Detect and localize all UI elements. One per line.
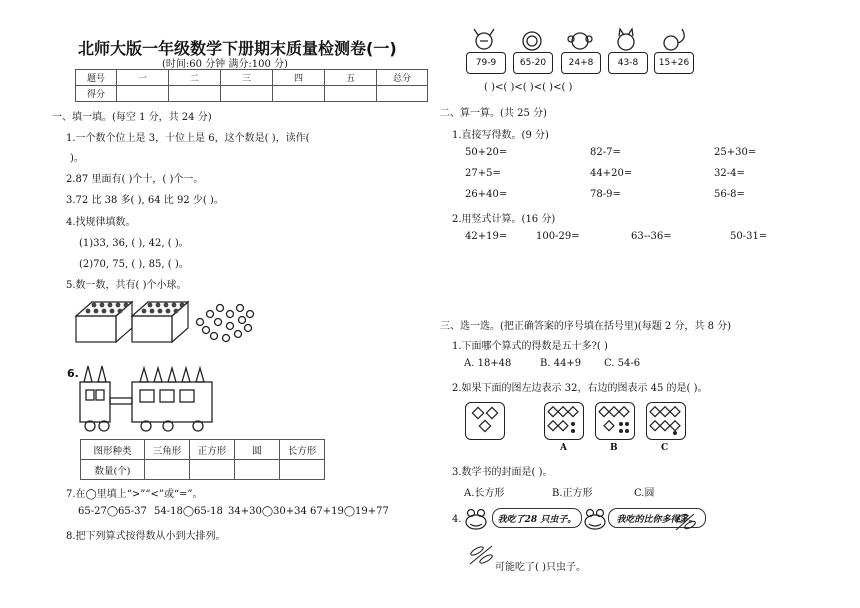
score-input[interactable] xyxy=(169,86,221,102)
q7-text: 7.在◯里填上“>”“<”或“=”。 xyxy=(66,489,203,500)
option[interactable]: C. 54-6 xyxy=(604,358,641,369)
score-input[interactable] xyxy=(377,86,428,102)
frog-icon xyxy=(462,504,490,532)
vertical-calc-item: 42+19= xyxy=(465,231,508,242)
monkey-icon xyxy=(568,33,592,49)
shape-cell: 图形种类 xyxy=(81,440,145,460)
score-input[interactable] xyxy=(273,86,325,102)
speech-bubble: 我吃的比你多得多。 xyxy=(608,508,706,528)
q7-item: 67+19◯19+77 xyxy=(310,506,389,517)
speech-bubble: 我吃了28 只虫子。 xyxy=(492,508,582,528)
vertical-calc-item: 63--36= xyxy=(631,231,672,242)
q2-text: 2.87 里面有( )个十，( )个一。 xyxy=(66,174,204,185)
s2-part2: 2.用竖式计算。(16 分) xyxy=(452,214,556,225)
option[interactable]: A.长方形 xyxy=(464,488,505,499)
shape-cell: 数量(个) xyxy=(81,460,145,480)
q3-text: 3.72 比 38 多( ), 64 比 92 少( )。 xyxy=(66,195,224,206)
shape-count-input[interactable] xyxy=(145,460,190,480)
order-answer-line[interactable]: ( )<( )<( )<( )<( ) xyxy=(484,82,573,93)
order-card: 65-20 xyxy=(513,52,553,74)
s2-part1: 1.直接写得数。(9 分) xyxy=(452,130,549,141)
calc-item: 50+20= xyxy=(465,147,508,158)
dice-option-a[interactable] xyxy=(544,402,584,440)
page-subtitle: (时间:60 分钟 满分:100 分) xyxy=(162,59,288,70)
calc-item: 82-7= xyxy=(590,147,621,158)
q7-item: 65-27◯65-37 xyxy=(78,506,147,517)
squirrel-icon xyxy=(664,29,684,50)
s3-q3: 3.数学书的封面是( )。 xyxy=(452,467,553,478)
s3-q2: 2.如果下面的图左边表示 32，右边的图表示 45 的是( )。 xyxy=(452,383,708,394)
dice-option-c[interactable] xyxy=(646,402,686,440)
dice-label: B xyxy=(610,443,618,453)
dice-example xyxy=(465,402,505,440)
order-card: 24+8 xyxy=(561,52,601,74)
q6-label: 6. xyxy=(67,367,79,380)
section3-heading: 三、选一选。(把正确答案的序号填在括号里)(每题 2 分，共 8 分) xyxy=(440,321,732,332)
shape-table-row-count xyxy=(81,460,325,480)
dice-label: C xyxy=(661,443,669,453)
lion-icon xyxy=(523,32,541,50)
ball-boxes-illustration xyxy=(72,294,257,346)
calc-item: 78-9= xyxy=(590,189,621,200)
option[interactable]: A. 18+48 xyxy=(464,358,512,369)
q4-part2: (2)70, 75, ( ), 85, ( )。 xyxy=(79,259,189,270)
q5-text: 5.数一数，共有( )个小球。 xyxy=(66,280,187,291)
shape-cell: 正方形 xyxy=(190,440,235,460)
q1-text: 1.一个数个位上是 3，十位上是 6，这个数是( )，读作( xyxy=(66,133,310,144)
order-card: 43-8 xyxy=(608,52,648,74)
s3-q4-label: 4. xyxy=(452,514,462,525)
score-input[interactable] xyxy=(221,86,273,102)
order-card: 79-9 xyxy=(466,52,506,74)
score-cell: 总分 xyxy=(377,70,428,86)
score-table-row-header xyxy=(76,70,428,86)
shape-table-row-header xyxy=(81,440,325,460)
calc-item: 25+30= xyxy=(714,147,757,158)
shape-cell: 长方形 xyxy=(280,440,325,460)
calc-item: 32-4= xyxy=(714,168,745,179)
q7-item: 34+30◯30+34 xyxy=(228,506,307,517)
calc-item: 56-8= xyxy=(714,189,745,200)
score-cell: 一 xyxy=(117,70,169,86)
score-cell: 二 xyxy=(169,70,221,86)
train-shapes-illustration xyxy=(76,360,221,435)
s3-q1: 1.下面哪个算式的得数是五十多?( ) xyxy=(452,341,608,352)
option[interactable]: B. 44+9 xyxy=(540,358,582,369)
score-input[interactable] xyxy=(325,86,377,102)
dragon-icon xyxy=(474,29,494,49)
q4-text: 4.找规律填数。 xyxy=(66,217,136,228)
score-cell: 三 xyxy=(221,70,273,86)
q1-text-cont: )。 xyxy=(70,153,84,164)
score-cell: 题号 xyxy=(76,70,117,86)
section1-heading: 一、填一填。(每空 1 分，共 24 分) xyxy=(52,112,212,123)
dragonfly-icon xyxy=(672,510,698,534)
score-cell: 得分 xyxy=(76,86,117,102)
order-card: 15+26 xyxy=(654,52,694,74)
score-table xyxy=(75,69,428,102)
cat-icon xyxy=(618,29,634,50)
page-title: 北师大版一年级数学下册期末质量检测卷(一) xyxy=(78,39,397,58)
q4-part1: (1)33, 36, ( ), 42, ( )。 xyxy=(79,238,189,249)
option[interactable]: B.正方形 xyxy=(552,488,593,499)
s3-q4-tail: 可能吃了( )只虫子。 xyxy=(495,562,586,573)
vertical-calc-item: 100-29= xyxy=(536,231,580,242)
shape-cell: 三角形 xyxy=(145,440,190,460)
shape-cell: 圆 xyxy=(235,440,280,460)
vertical-calc-item: 50-31= xyxy=(730,231,768,242)
calc-item: 44+20= xyxy=(590,168,633,179)
section2-heading: 二、算一算。(共 25 分) xyxy=(440,108,547,119)
shape-count-input[interactable] xyxy=(280,460,325,480)
dice-label: A xyxy=(560,443,567,453)
frog-icon xyxy=(581,504,609,532)
shape-count-input[interactable] xyxy=(235,460,280,480)
calc-item: 26+40= xyxy=(465,189,508,200)
score-cell: 五 xyxy=(325,70,377,86)
score-cell: 四 xyxy=(273,70,325,86)
q7-item: 54-18◯65-18 xyxy=(154,506,223,517)
q8-text: 8.把下列算式按得数从小到大排列。 xyxy=(66,531,226,542)
score-table-row-score xyxy=(76,86,428,102)
animal-icons-row xyxy=(468,27,698,53)
dice-option-b[interactable] xyxy=(595,402,635,440)
dragonfly-icon xyxy=(466,542,496,568)
shape-count-table xyxy=(80,439,325,480)
shape-count-input[interactable] xyxy=(190,460,235,480)
option[interactable]: C.圆 xyxy=(634,488,655,499)
score-input[interactable] xyxy=(117,86,169,102)
calc-item: 27+5= xyxy=(465,168,501,179)
